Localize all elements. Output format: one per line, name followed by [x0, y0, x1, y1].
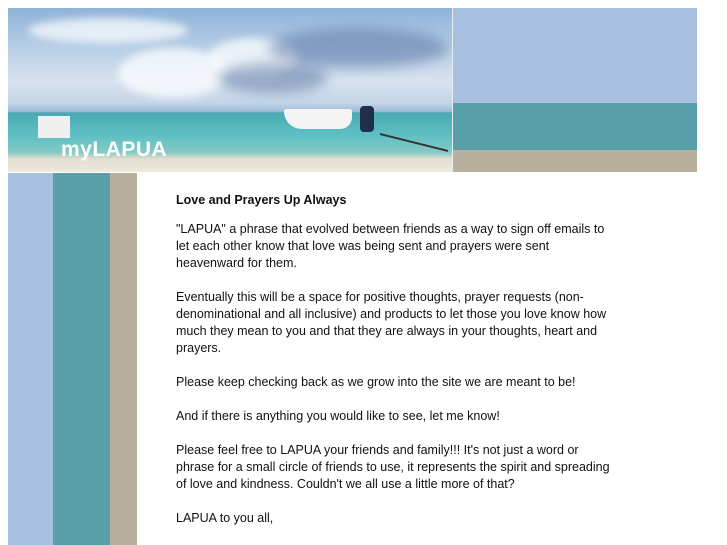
paragraph: Eventually this will be a space for positive thoughts, prayer requests (non-denominational and all inclusive) and products to let those you love know how much they mean to you and that they are always in your thoughts, heart and prayers. [176, 290, 607, 355]
page-title: Love and Prayers Up Always [176, 193, 347, 207]
paragraph: "LAPUA" a phrase that evolved between friends as a way to sign off emails to let each other know that love was being sent and prayers were sent heavenward for them. [176, 222, 605, 270]
site-logo[interactable]: myLAPUA [61, 138, 168, 161]
paragraph: Please feel free to LAPUA your friends and family!!! It's not just a word or phrase for a small circle of friends to use, it represents the spirit and spreading of love and kindness. Couldn't we all use a little more of that? [176, 443, 610, 491]
sidebar-stripe-tan [110, 173, 137, 545]
sidebar-stripe-light-blue [8, 173, 53, 545]
sidebar-stripe-teal [53, 173, 110, 545]
color-block-light-blue [453, 8, 697, 103]
paragraph: LAPUA to you all, [176, 511, 274, 525]
main-content [176, 192, 616, 544]
paragraph: And if there is anything you would like to see, let me know! [176, 409, 500, 423]
header-banner [8, 8, 697, 172]
paragraph: Please keep checking back as we grow into the site we are meant to be! [176, 375, 576, 389]
color-block-tan [453, 150, 697, 172]
beach-photo [8, 8, 452, 172]
color-block-teal [453, 103, 697, 150]
